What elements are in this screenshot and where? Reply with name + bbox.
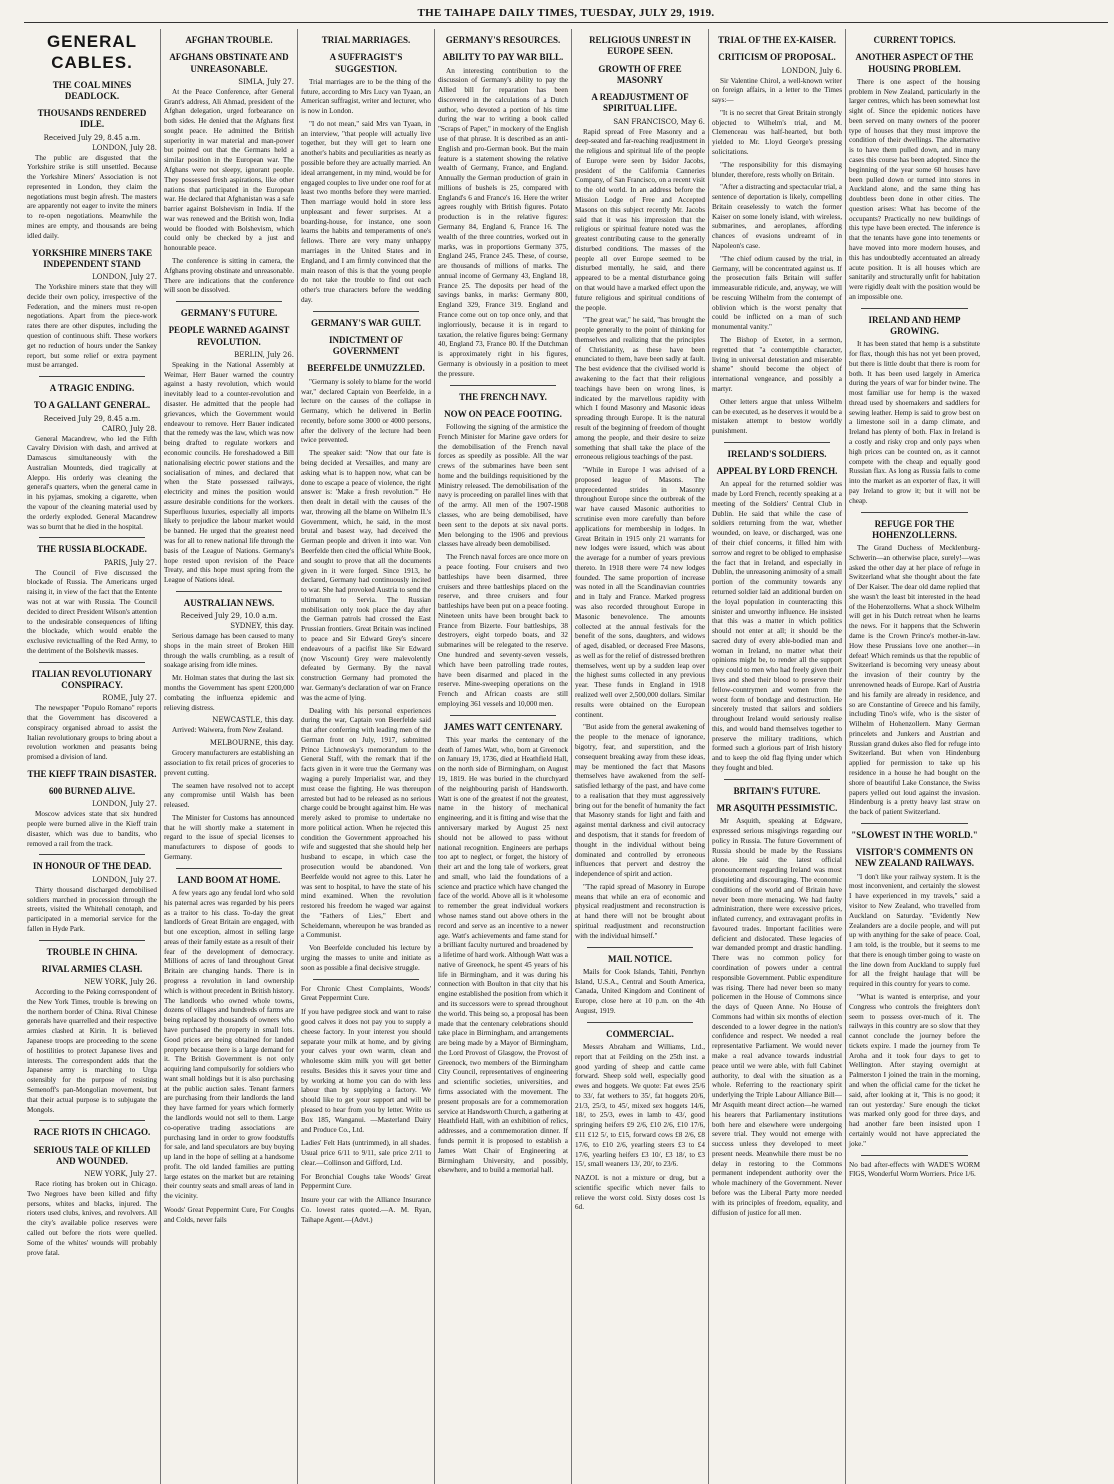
article-paragraph: The public are disgusted that the Yorkshire strike is still unsettled. Because the Yorkshire Miners' Association is not represented in London, they claim the negotiations must begin afresh. The masters are apparently not eager to invite the miners to re-open negotiations. Meanwhile the mines are empty, and thousands are being idled daily. [27,153,157,240]
section-heading: THOUSANDS RENDERED IDLE. [37,108,147,130]
article-paragraph: The Grand Duchess of Mecklenburg-Schwerin—an otherwise place, surely!—was asked the other day at her place of refuge in Switzerland what she thought about the fate of Der Kaiser. The dear old dame replied that she wasn't the least bit interested in the head of the Hohenzollerns. What a shock Wilhelm will get in his Dutch retreat when he learns the news. For it happens that the Schwerin dame is the Crown Prince's mother-in-law. How these Prussians love one another—in defeat! Which reminds us that the republic of Switzerland is becoming very uneasy about the invasion of their country by the unrenowned heads of Europe. Karl of Austria and his family are already in residence, and so are Constantine of Greece and his family, including Tino's wife, who is the sister of Wilhelm of Hohenzollern. Many German princelets and Junkers and Austrian and Russian grand dukes also fled for refuge into Switzerland. But when von Hindenburg applied for permission to take up his residence in a house he had bought on the shore of beautiful Lake Constance, the Swiss papers yelled out loud against the invasion. Hindenburg is a pretty heavy last straw on the back of patient Switzerland. [849,544,980,817]
dateline: SIMLA, July 27. [238,77,294,86]
column-rule [450,715,556,716]
section-heading: RACE RIOTS IN CHICAGO. [33,1127,151,1138]
dateline: LONDON, July 6. [781,66,842,75]
columns [24,29,1108,1484]
column-rule [724,442,830,443]
section-heading: RELIGIOUS UNREST IN EUROPE SEEN. [589,35,691,57]
article-paragraph: Moscow advices state that six hundred people were burned alive in the Kieff train disaster, which was due to bandits, who removed a rail from the track. [27,810,157,848]
advertisement: NAZOL is not a mixture or drug, but a scientific specific which never fails to relieve the worst cold. Sixty doses cost 1s 6d. [575,1174,705,1212]
dateline: PARIS, July 27. [103,558,157,567]
dateline: SYDNEY, this day. [230,622,294,631]
dateline: NEW YORK, July 26. [84,978,157,987]
advertisement: For Bronchial Coughs take Woods' Great Peppermint Cure. [301,1172,431,1191]
column-rule [39,376,145,377]
section-heading: PEOPLE WARNED AGAINST REVOLUTION. [168,325,290,347]
advertisement: Ladies' Felt Hats (untrimmed), in all shades. Usual price 6/11 to 9/11, sale price 2/11 to clear.—Collinson and Gifford, Ltd. [301,1139,431,1167]
article-paragraph: There is one aspect of the housing problem in New Zealand, particularly in the larger centres, which has been somewhat lost sight of. Since the epidemic notices have been served on many owners of the poorer type of houses that they must improve the condition of their dwellings. The alternative is to have them pulled down, and in many cases this course has been adopted. Since the beginning of the year some 60 houses have been pulled down or turned into stores in Auckland alone, and the same thing has doubtless been done in other cities. The question arises: What has become of the occupants? Practically no new buildings of this type have been erected. The inference is that the tenants have gone into tenements or have moved into more modern houses, and this has undoubtedly accentuated an already acute position. It is all houses which are sanitarily and structurally unfit for habitation were rigidly dealt with the position would be an impossible one. [849,77,980,301]
section-heading: APPEAL BY LORD FRENCH. [716,466,838,477]
article-paragraph: Serious damage has been caused to many shops in the main street of Broken Hill through the walls crumbling, as a result of soakage arising from idle mines. [164,632,294,670]
article-paragraph: "The rapid spread of Masonry in Europe means that while an era of economic and physical readjustment and reconstruction is at hand there will not be brought about spiritual readjustment and reconstruction with the individual himself." [575,882,705,940]
article-paragraph: Grocery manufacturers are establishing an association to fix retail prices of groceries to prevent cutting. [164,749,294,777]
section-heading: COMMERCIAL. [606,1028,674,1039]
column-5 [572,29,709,1484]
article-paragraph: "I do not mean," said Mrs van Tyaan, in an interview, "that people will actually live together, but they will get to learn one another's habits and peculiarities as nearly as possible before they are actually married. An ideal arrangement, in my mind, would be for engaged couples to live under one roof for at least two months before they were married. Then marriage would hold in store less unpleasant and fewer surprises. At a boarding-house, for instance, one soon learns the habits and temperaments of one's fellows. There are very many unhappy marriages in the United States and in England, and I am firmly convinced that the main reason of this is that the young people do not take the trouble to find out each other's true characters before the wedding day. [301,119,431,304]
article-paragraph: "The great war," he said, "has brought the people generally to the point of thinking for themselves and realizing that the principles of Christianity, as these have been enunciated to them, have been sadly at fault. The best evidence that the civilised world is awakening to the fact that their religious teachings have been on wrong lines, is indicated by the marvellous rapidity with which I found Masonry and Masonic ideas spreading through Europe. It is the natural result of the beginning of freedom of thought among the people, and their desire to seize something that shall take the place of the erroneous religious teachings of the past. [575,316,705,462]
section-heading: SERIOUS TALE OF KILLED AND WOUNDED. [33,1144,151,1166]
masthead-title: THE TAIHAPE DAILY TIMES, TUESDAY, JULY 29, 1919. [417,7,715,19]
article-paragraph: Following the signing of the armistice the French Minister for Marine gave orders for the demobilisation of the French naval forces as speedily as possible. All the war crews of the submarines have been sent home and the buildings requisitioned by the Ministry released. The demobilisation of the navy is proceeding on parallel lines with that of the army. All men of the 1907-1908 classes, who are being demobilised, have been sent to the depots at six naval ports. Men belonging to the 1906 and previous classes have already been demobilised. [438,423,568,549]
dateline: NEW YORK, July 27. [84,1170,157,1179]
section-heading: THE KIEFF TRAIN DISASTER. [27,768,157,779]
article-paragraph: The Minister for Customs has announced that he will shortly make a statement in regard to the issue of special licenses to manufacturers to dispose of goods to Germany. [164,813,294,861]
column-1 [24,29,161,1484]
article-paragraph: "But aside from the general awakening of the people to the menace of ignorance, bigotry, fear, and superstition, and the consequent breaking away from these ideas, may be mentioned the fact that Masons themselves have awakened from the self-satisfied lethargy of the past, and have come to a realisation that they must aggressively bring out for the benefit of humanity the fact that Masonry stands for light and faith and against mental darkness and civil autocracy and despotism, that it stands for freedom of thought in the individual without being dominated and controlled by erroneous influences that pervert and destroy the independence of spirit and action. [575,723,705,879]
section-heading: "SLOWEST IN THE WORLD." [851,829,978,840]
column-rule [176,591,282,592]
section-heading: GERMANY'S FUTURE. [180,308,278,319]
article-paragraph: The Bishop of Exeter, in a sermon, regretted that "a contemptible character, living in universal detestation and miserable shame" should become the object of international vengeance, and possibly a martyr. [712,336,842,393]
section-heading: YORKSHIRE MINERS TAKE INDEPENDENT STAND [31,247,153,269]
column-3 [298,29,435,1484]
section-heading: TROUBLE IN CHINA. [46,946,138,957]
section-heading: NOW ON PEACE FOOTING. [444,408,562,419]
section-heading: THE FRENCH NAVY. [459,391,547,402]
article-paragraph: "While in Europe I was advised of a proposed league of Masons. The unprecedented strides in Masonry throughout Europe since the outbreak of the war have caused Masonic authorities to scrutinise even more carefully than before applications for membership in lodges. In Great Britain in 1915 only 21 warrants for new lodges were issued, which was about the average for a number of years previous thereto. In 1918 there were 74 new lodges founded. The same proportion of increase was noted in all the Scandinavian countries and in Italy and France. Marked progress was also recorded throughout Europe in Masonic benevolence. The amounts collected at the annual festivals for the benefit of the sons, daughters, and widows of aged, disabled, or deceased Free Masons, as well as for the relief of distressed brethren themselves, went up by a sudden leap over the highest sums collected in any previous year. These funds in England in 1918 realized well over 2,500,000 dollars. Similar results were obtained on the European continent. [575,466,705,719]
section-heading: GERMANY'S WAR GUILT. [310,317,422,328]
article-paragraph: The speaker said: "Now that our fate is being decided at Versailles, and many are asking what is to happen now, what can be done to escape a peace of violence, the right answer is: 'Make a fresh revolution.'" He then dealt in detail with the causes of the war, throwing all the blame on Wilhelm II.'s Government, which, he said, in the most brutal and basest way, had deceived the German people and driven it into war. Von Beerfelde then cited the official White Book, and sought to prove that all the documents given in it were forged. Since 1913, he declared, Germany had continuously incited to war. She had provoked Austria to send the ultimatum to Servia. The Russian mobilisation only took place the day after the German patrols had crossed the East Prussian frontiers. Great Britain was inclined to peace and Sir Edward Grey's sincere endeavours of a pacifist like Sir Edward (now Viscount) Grey were malevolently defeated by Germany. By the naval construction Germany had promoted the war. Germany's declaration of war on France was the acme of lying. [301,449,431,702]
section-heading: THE RUSSIA BLOCKADE. [37,544,147,555]
section-heading: ABILITY TO PAY WAR BILL. [442,52,564,63]
article-paragraph: Sir Valentine Chirol, a well-known writer on foreign affairs, in a letter to the Times says:— [712,76,842,105]
section-heading: TO A GALLANT GENERAL. [33,400,151,411]
column-rule [861,1155,968,1156]
article-paragraph: Mr Asquith, speaking at Edgware, expressed serious misgivings regarding our policy in Russia. The future Government of Russia should be made by the Russians alone. He said the latest official pronouncement regarding Ireland was most disquieting and discouraging. The economic conditions of the world and of Britain have never been more menacing. We had faulty administration, there were excessive prices, inflated currency, and extravagant profits in favoured trades. Important facilities were deficient and dislocated. These legacies of war demanded prompt and drastic handling. There was no common policy for coordination of powers under a central responsible Government. Public expenditure was rising. There had never been so many policemen in the House of Commons since the days of Queen Anne. No House of Commons had within six months of election descended to a lower degree in the nation's confidence and respect. We needed a real representative Parliament. We would never make a real advance towards industrial peace until we were able, with full Cabinet authority, to deal with the situation as a whole. Referring to the reactionary spirit underlying the Triple Labour Alliance Bill—Mr Asquith meant direct action—he warned his hearers that Parliamentary institutions both here and elsewhere were undergoing severe trial. They would not emerge with success unless they developed to meet present needs. Meanwhile there must be no delay in restoring to the Commons permanent independent authority over the whole machinery of the Government. Never before was the Liberal Party more needed with its principles of freedom, equality, and diffusion of justice for all men. [712,817,842,1217]
article-paragraph: Messrs Abraham and Williams, Ltd., report that at Feilding on the 25th inst. a good yarding of sheep and cattle came forward. Sheep sold well, especially good ewes and hoggets. We quote: Fat ewes 25/6 to 33/, fat wethers to 35/, fat hoggets 20/6, 21/3, 25/3, to 45/, mixed sex hoggets 14/6, 18/, to 25/3, ewes in lamb to 43/, good springing heifers £9 2/6, £10 2/6, £10 17/6, £11 £12 5/, to £15, forward cows £8 2/6, £8 17/6, to £10 2/6, yearling steers £3 to £4 17/6, yearling heifers £3 10/, £3 18/, to £3 15/, small weaners 13/, 20/, to 23/6. [575,1042,705,1169]
article-paragraph: Thirty thousand discharged demobilised soldiers marched in procession through the streets, visited the Whitehall cenotaph, and participated in a memorial service for the fallen in Hyde Park. [27,885,157,933]
column-rule [587,1022,693,1023]
dateline: LONDON, July 28. [92,143,157,152]
column-rule [587,947,693,948]
dateline: LONDON, July 27. [92,875,157,884]
dateline: BERLIN, July 26. [234,350,294,359]
article-paragraph: Race rioting has broken out in Chicago. Two Negroes have been killed and fifty persons, whites and blacks, injured. The rioters used clubs, knives, and revolvers. All the city's available police reserves were called out before the riots were quelled. Some of the whites' wounds will probably prove fatal. [27,1180,157,1257]
column-rule [39,854,145,855]
column-rule [861,512,968,513]
article-paragraph: At the Peace Conference, after General Grant's address, Ali Ahmad, president of the Afghan delegation, urged forbearance on both sides. He denied that the Afghans first sought peace. He admitted the British superiority in war material and man-power but pointed out that the Germans held a similar position in the European war. The Afghans were not sleepy, ignorant people. They possessed fresh aspirations, like other nations that participated in the European war. He declared that Afghanistan was a safe barrier against Bolshevism in India. If the war was renewed and the British won, India would be flooded with Bolshevism, which could only be checked by a just and honourable peace. [164,87,294,253]
received-line: Received July 29, 8.45 a.m. [43,133,141,142]
column-rule [39,537,145,538]
section-heading: BRITAIN'S FUTURE. [733,785,821,796]
section-heading: REFUGE FOR THE HOHENZOLLERNS. [872,518,957,540]
column-6 [709,29,846,1484]
section-heading: RIVAL ARMIES CLASH. [41,963,143,974]
section-heading: MAIL NOTICE. [607,953,672,964]
section-heading: GROWTH OF FREE MASONRY [598,63,682,85]
section-heading: A TRAGIC ENDING. [49,383,135,394]
received-line: Received July 29, 10.0 a.m. [180,612,278,621]
section-heading: A READJUSTMENT OF SPIRITUAL LIFE. [591,92,689,114]
advertisement: Woods' Great Peppermint Cure, For Coughs and Colds, never fails [164,1206,294,1224]
column-rule [724,779,830,780]
section-heading: THE COAL MINES DEADLOCK. [52,79,132,101]
section-heading: IN HONOUR OF THE DEAD. [32,861,152,872]
article-paragraph: Trial marriages are to be the thing of the future, according to Mrs Lucy van Tyaan, an American suffragist, writer and lecturer, who is now in London. [301,77,431,116]
dateline: CAIRO, July 28. [101,424,157,433]
dateline: NEWCASTLE, this day. [212,716,294,725]
section-heading: VISITOR'S COMMENTS ON NEW ZEALAND RAILWAYS. [855,847,974,869]
section-heading: CURRENT TOPICS. [873,35,956,45]
column-2 [161,29,298,1484]
article-paragraph: An interesting contribution to the discussion of Germany's ability to pay the Allied bill for reparation has been discovered in the calculations of a Dutch author, who devoted a portion of his time during the war to writing a book called "Scraps of Paper," in mockery of the English use of that phrase. It is described as an anti-English and pro-German book. But the main feature is a statement showing the relative wealth of Germany, France, and England. Annually the German production of grain in millions of bushels is 25, compared with England's 6 and France's 16. Here the writer agrees roughly with British figures. Potato production is in the relative figures: Germany 84, England 6, France 16. The wealth of the three countries, worked out in marks, was in proportions Germany 375, England 245, France 245. These, of course, are thousands of millions of marks. The annual income of Germany 43, England 18, France 25. The deposits per head of the savings banks, in marks: Germany 800, England 329, France 319. England and France come out on top once only, and that inglorriously, because it is in regard to taxation, the relative figures being: Germany 40, England 73, France 80. If the Dutchman is approximately right in his figures, Germany is obviously in a position to meet the pressure. [438,66,568,378]
article-paragraph: "Germany is solely to blame for the world war," declared Captain von Beerfelde, in a lecture on the causes of the collapse in Germany, which he delivered in Berlin recently, before some 3000 or 4000 persons, after the delivery of the lecture had been twice prevented. [301,377,431,445]
advertisement: No bad after-effects with WADE'S WORM FIGS, Wonderful Worm Worriers. Price 1/6. [849,1160,980,1179]
column-7 [846,29,983,1484]
advertisement: If you have pedigree stock and want to raise good calves it does not pay you to supply a cheese factory. In your interest you should separate your milk at home, and by giving your calves your own warm, clean and wholesome skim milk you will get better results. Besides this it saves your time and by working at home you can do with less labour than by supplying a factory. We should like to get your support and will be pleased to hear from you by letter. Write us Box 185, Wanganui. —Masterland Dairy and Produce Co., Ltd. [301,1008,431,1134]
column-rule [39,662,145,663]
section-heading: ANOTHER ASPECT OF THE HOUSING PROBLEM. [855,52,974,74]
article-paragraph: General Macandrew, who led the Fifth Cavalry Division with dash, and arrived at Damascus simultaneously with the Australian Mounteds, died tragically at Aleppo. His orderly was cleaning the general's quarters, when the general came in in his pyjamas, smoking a cigarette, when the vapour of the cleaning material used by the orderly exploded. General Macandrew was so burnt that he died in the hospital. [27,434,157,531]
article-paragraph: Dealing with his personal experiences during the war, Captain von Beerfelde said that after conferring with leading men of the German front on July, 1917, submitted Prince Lichnowsky's memorandum to the General Staff, with the remark that if the facts given in it were true the Germany was waging a purely Imperialist war, and they must cease the fighting. He was thereupon arrested but had to be released as no serious charge could be brought against him. He was merely asked to promise to undertake no more political action. When he rejected this condition the Government approached his wife and suggested that she should help her husband to escape, in which case the prosecution would be abandoned. Von Beerfelde would not agree to this. Later he was sent to hospital, to have the state of his mind examined. When the revolution restored his freedom he waged war against the "Fathers of Lies," Ebert and Scheidemann, whereupon he was branded as a Communist. [301,706,431,940]
article-paragraph: This year marks the centenary of the death of James Watt, who, born at Greenock on January 19, 1736, died at Heathfield Hall, on the north side of Birmingham, on August 19, 1819. He was buried in the churchyard of the neighbouring parish of Handsworth. Watt is one of the greatest if not the greatest, name in the history of mechanical engineering, and it is fitting and wise that the anniversary marked by August 25 next should not be allowed to pass without national recognition. Engineers are perhaps too apt to neglect, or forget, the history of their art and the long tale of workers, great and small, who laid the foundations of a science and practice which have changed the face of the world. Above all is it wholesome to remember the great individual workers whose names stand out above others in the record and serve as an incentive to a newer age. Watt's achievements and fame stand for a brilliant faculty nurtured and broadened by a lifetime of hard work. Although Watt was a native of Greenock, he spent 45 years of his life in Birmingham, and it was during his connection with Boulton in that city that his engine established the position from which it and its successors were to spread throughout the world. This being so, a proposal has been made that the centenary celebrations should take place in Birmingham, and arrangements are being made by a Mayor of Birmingham, the Lord Provost of Glasgow, the Provost of Greenock, two members of the Birmingham City Council, representatives of engineering and scientific societies, universities, and firms associated with the movement. The present proposals are for a commemoration service at Handsworth Church, a gathering at Heathfield Hall, with an exhibition of relics, addresses, and a commemoration dinner. If funds permit it is proposed to establish a James Watt Chair of Engineering at Birmingham University, and possibly, elsewhere, and to build a memorial hall. [438,735,568,1175]
column-rule [450,385,556,386]
dateline: MELBOURNE, this day. [209,739,294,748]
article-paragraph: The newspaper "Populo Romano" reports that the Government has discovered a conspiracy organised abroad to assist the Italian revolutionary groups to bring about a revolution workmen and peasants being promised a division of land. [27,704,157,762]
column-rule [176,868,282,869]
article-paragraph: Speaking in the National Assembly at Weimar, Herr Bauer warned the country against a hasty revolution, which would inevitably lead to a counter-revolution and disaster. He admitted that the people had grievances, which the Government would endeavour to remove. Herr Bauer indicated that the remedy was the law, which was now being drafted to regulate workers and economic councils. He foreshadowed a Bill nationalising electric power stations and the socialisation of mines, and declared that when the State possessed railways, electricity and mines the position would assure desirable conditions for the workers. Superfluous luxuries, especially all imports likely to prejudice the labour market would be banned. He urged that the greatest need was for all to renew national life through the basis of the League of Nations. Germany's hope rested upon revision of the Peace Treaty, and this hope must spring from the League of Nations ideal. [164,360,294,585]
section-heading: A SUFFRAGIST'S SUGGESTION. [329,52,403,74]
received-line: Received July 29, 8.45 a.m. [43,414,141,423]
section-heading: INDICTMENT OF GOVERNMENT [328,334,404,357]
section-heading: BEERFELDE UNMUZZLED. [307,363,425,374]
article-paragraph: An appeal for the returned soldier was made by Lord French, recently speaking at a meeting of the Soldiers' Central Club in Dublin. He said that while the case of soldiers returning from the war, whether wounded, on leave, or discharged, was one of their chief concerns, it filled him with sorrow and regret to be obliged to emphasise the fact that in Ireland, and especially in Dublin, the unreasoning animosity of a small portion of the community towards any returned soldier laid an additional burden on the loyal population in counteracting this sinister and unworthy influence. He insisted that this was a matter in which politics should not enter at all; it should be the sacred duty of every able-bodied man and woman in Ireland, no matter what their opinions might be, to render all the support they could to men who had freely given their lives and shed their blood to preserve their fellow-countrymen and women from the worst form of bondage and destruction. He sincerely trusted that sailors and soldiers throughout Ireland would seriously realise this, and would band themselves together to preserve the military traditions, which formed such a glorious part of Irish history and to keep the old flag flying under which they fought and bled. [712,480,842,772]
article-paragraph: It has been stated that hemp is a substitute for flax, though this has not yet been proved, but there is little doubt that there is room for both. It has been used largely in America during the years of war for binder twine. The most familiar use for hemp is the waxed thread used by shoemakers and saddlers for sewing leather. Hemp is said to grow best on a limestone soil in a damp climate, and Ireland has plenty of both. Flax in Ireland is a costly and risky crop and only pays when high prices can be counted on, as it cannot compete with the cheap and equally good Russian flax. As long as Russia fails to come into the market as an exporter of flax, it will pay Ireland to grow it; but it will not be cheap. [849,340,980,505]
section-heading: LAND BOOM AT HOME. [177,874,281,885]
column-rule [861,823,968,824]
advertisement: Insure your car with the Alliance Insurance Co. lowest rates quoted.—A. M. Ryan, Taihape Agent.—(Advt.) [301,1196,431,1224]
column-rule [39,1120,145,1121]
section-heading: ITALIAN REVOLUTIONARY CONSPIRACY. [31,668,153,690]
section-heading: IRELAND AND HEMP GROWING. [868,314,961,336]
article-paragraph: "It is no secret that Great Britain strongly objected to Wilhelm's trial, and M. Clemenceau was half-hearted, but both yielded to Mr. Lloyd George's pressing solicitations. [712,108,842,156]
article-paragraph: The Yorkshire miners state that they will decide their own policy, irrespective of the Federation, and the miners must re-open negotiations. Apart from the piece-work rates there are other disputes, including the question of continuous shift. These workers get no reduction of hours under the Sankey report, but some relief or extra payment must be arranged. [27,283,157,370]
section-heading: TRIAL OF THE EX-KAISER. [717,35,837,45]
column-rule [176,301,282,302]
article-paragraph: Von Beerfelde concluded his lecture by urging the masses to unite and initiate as soon as possible a final decisive struggle. [301,944,431,972]
section-heading: CRITICISM OF PROPOSAL. [718,52,836,63]
masthead [24,4,1108,23]
article-paragraph: Arrived: Waiwera, from New Zealand. [172,726,284,735]
column-4 [435,29,572,1484]
article-paragraph: A few years ago any feudal lord who sold his paternal acres was regarded by his peers as a traitor to his class. To-day the great landlords of Great Britain are engaged, with but one exception, almost in selling large areas of their family estate as a result of their fear of the development of democracy. Millions of acres of land throughout Great Britain are changing hands. There is in progress a revolution in land ownership which is without precedent in British history. The landlords who owned whole towns, dozens of villages and hundreds of farms are being replaced by thousands of owners who have purchased the property in small lots. Good prices are being obtained for landed property because there is a large demand for it. The British Government is not only acquiring land compulsorily for soldiers who want small holdings but it is also purchasing at the public auction sales. Tenant farmers are purchasing from their landlords the land they have farmed for years which formerly the landlords would not sell to them. Large co-operative trading associations are purchasing land in order to grow foodstuffs for sale, and land speculators are buy buying up land in the hope of selling at a handsome profit. The old landed families are putting large estates on the market but are retaining their country seats and small areas of land in the vicinity. [164,889,294,1201]
article-paragraph: According to the Peking correspondent of the New York Times, trouble is brewing on the northern border of China. Rival Chinese generals have quarrelled and their respective armies clashed at Kirin. It is believed Japanese troops are proceeding to the scene of hostilities to protect Japanese lives and interests. The correspondent adds that the Japanese army is marching to Urga ostensibly for the purpose of resisting Semenoff's pan-Mongolian movement, but that their actual purpose is to subjugate the Mongols. [27,988,157,1114]
dateline: LONDON, July 27. [92,273,157,282]
dateline: SAN FRANCISCO, May 6. [613,117,705,126]
article-paragraph: "The chief odium caused by the trial, in Germany, will be concentrated against us. If the prosecution fails Britain will suffer immeasurable ridicule, and, anyway, we will be rescuing Wilhelm from the contempt of oblivion which is the worst penalty that could be inflicted on a man of such monumental vanity." [712,254,842,332]
column-rule [313,311,419,312]
section-heading: GERMANY'S RESOURCES. [445,35,561,45]
section-heading: AFGHANS OBSTINATE AND UNREASONABLE. [169,52,289,74]
article-paragraph: "After a distracting and spectacular trial, a sentence of deportation is likely, compelling Britain ceaselessly to watch the former Kaiser on some lonely island, with wireless, submarines, and aeroplanes, affording chances of evasions undreamt of in Napoleon's case. [712,183,842,250]
article-paragraph: The French naval forces are once more on a peace footing. Four cruisers and two battleships have been disarmed, three cruisers and three battleships placed on the reserve, and three cruisers and four battleships have been put on a peace footing. Nineteen units have been brought back to France from Bizerte. Four battleships, 38 destroyers, eight torpedo boats, and 32 submarines will be relegated to the reserve. One hundred and seventy-seven vessels, which have been patrolling trade routes, have been disarmed and placed in the reserve. Mine-sweeping operations on the French and African coasts are still employing 361 vessels and 10,000 men. [438,553,568,708]
page-heading: GENERAL CABLES. [46,32,138,73]
article-paragraph: "What is wanted is enterprise, and your Congress who controls the freighters don't seem to possess over-much of it. The railways in this country are so slow that they cannot conclude the journey before the tickets expire. I made the journey from Te Aroha and it took four days to get to Wellington. After staying overnight at Palmerston I joined the train in the morning, and when the official came for the ticket he said, after looking at it, 'This is no good; it ran out yesterday.' Sure enough the ticket was marked only good for three days, and had another fare been insisted upon I certainly would not have appreciated the joke." [849,993,980,1148]
article-paragraph: "The responsibility for this dismaying blunder, therefore, rests wholly on Britain. [712,160,842,179]
column-rule [313,979,419,980]
advertisement: For Chronic Chest Complaints, Woods' Great Peppermint Cure. [301,984,431,1003]
article-paragraph: The Council of Five discussed the blockade of Russia. The Americans urged raising it, in view of the fact that the Entente was not at war with Russia. The Council decided to direct President Wilson's attention to the undesirable consequences of lifting the blockade, which would enable the exclusive revictualling of the Red Army, to the detriment of the Bolshevik masses. [27,568,157,655]
section-heading: AFGHAN TROUBLE. [185,35,273,45]
article-paragraph: The seamen have resolved not to accept any compromise until Walsh has been released. [164,781,294,810]
dateline: LONDON, July 27. [92,800,157,809]
section-heading: JAMES WATT CENTENARY. [443,721,563,732]
column-rule [861,308,968,309]
article-paragraph: Rapid spread of Free Masonry and a deep-seated and far-reaching readjustment in the religious and spiritual life of the people of Europe were seen by Isidor Jacobs, president of the California Canneries Company, of San Francisco, on a recent visit to the old world. In an address before the Mission Lodge of Free and Accepted Masons on this subject recently Mr. Jacobs said that it was his impression that the religious or spiritual feature noted was the greatest contributing cause to the generally disturbed conditions. The masses of the people all over Europe seemed to be disturbed mentally, he said, and there appeared to be a mental disturbance going on that would have a marked effect upon the future religious and spiritual conditions of the people. [575,127,705,312]
article-paragraph: The conference is sitting in camera, the Afghans proving obstinate and unreasonable. There are indications that the conference will soon be dissolved. [164,257,294,295]
section-heading: MR ASQUITH PESSIMISTIC. [716,803,838,814]
section-heading: 600 BURNED ALIVE. [48,786,136,797]
dateline: ROME, July 27. [102,694,157,703]
section-heading: TRIAL MARRIAGES. [321,35,411,45]
section-heading: AUSTRALIAN NEWS. [183,597,275,608]
article-paragraph: Mails for Cook Islands, Tahiti, Penrhyn Island, U.S.A., Central and South America, Canada, United Kingdom and Continent of Europe, close here at 10 p.m. on the 4th August, 1919. [575,967,705,1015]
article-paragraph: Other letters argue that unless Wilhelm can be executed, as he deserves it would be a mistaken attempt to bestow worldly punishment. [712,397,842,436]
article-paragraph: Mr. Holman states that during the last six months the Government has spent £200,000 combating the influenza epidemic and relieving distress. [164,674,294,712]
column-rule [39,940,145,941]
article-paragraph: "I don't like your railway system. It is the most inconvenient, and certainly the slowest I have experienced in my travels," said a visitor to New Zealand, who travelled from Auckland on Saturday. "Evidently New Zealanders are a docile people, and will put up with anything for the sake of peace. Coal, I am told, is the trouble, but it seems to me that there is enough timber going to waste on the line down from Auckland to supply fuel for all the freight haulage that will be required in this country for years to come. [849,872,980,989]
section-heading: IRELAND'S SOLDIERS. [727,448,827,459]
